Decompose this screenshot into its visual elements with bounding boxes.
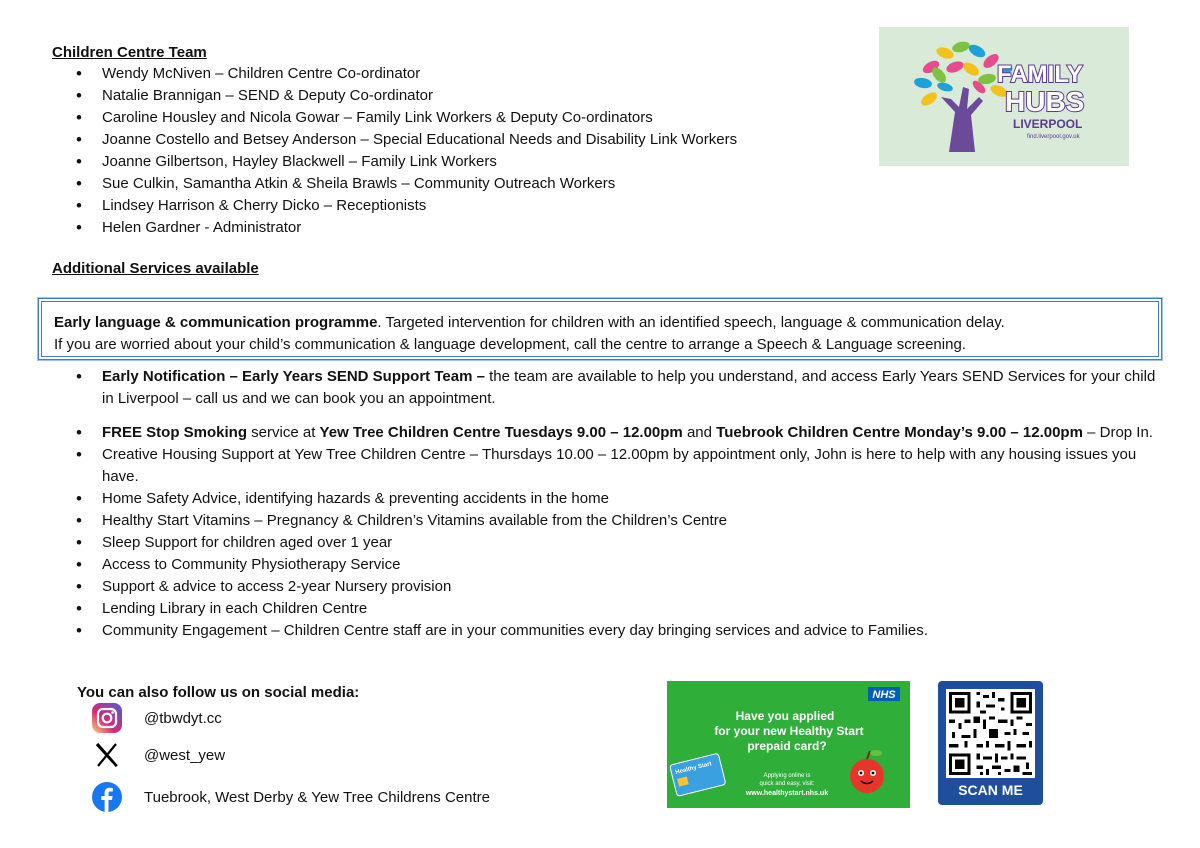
team-heading: Children Centre Team bbox=[52, 44, 207, 61]
services-list-a bbox=[52, 366, 1162, 410]
services-list-b bbox=[52, 422, 1162, 642]
facebook-page[interactable]: Tuebrook, West Derby & Yew Tree Childrens Centre bbox=[144, 788, 490, 806]
list-item: • Joanne Costello and Betsey Anderson – Special Educational Needs and Disability Link Workers bbox=[52, 129, 852, 151]
hs-headline2: for your new Healthy Start bbox=[714, 724, 864, 738]
hs-headline3: prepaid card? bbox=[747, 739, 827, 753]
team-list bbox=[52, 63, 852, 239]
x-row[interactable] bbox=[90, 738, 225, 772]
hs-card-label: Healthy Start bbox=[674, 761, 713, 776]
logo-line1: FAMILY bbox=[997, 61, 1083, 88]
instagram-row[interactable] bbox=[90, 701, 222, 735]
early-notification-title: Early Notification – Early Years SEND Support Team – bbox=[102, 368, 485, 385]
early-language-title: Early language & communication programme bbox=[54, 314, 378, 331]
list-item: • Support & advice to access 2-year Nursery provision bbox=[52, 576, 1162, 598]
list-item: • Sue Culkin, Samantha Atkin & Sheila Brawls – Community Outreach Workers bbox=[52, 173, 852, 195]
scan-me-label: SCAN ME bbox=[958, 782, 1023, 798]
list-item: • Healthy Start Vitamins – Pregnancy & Children’s Vitamins available from the Children’s Centre bbox=[52, 510, 1162, 532]
healthy-start-ad[interactable] bbox=[667, 681, 910, 808]
list-item: • Joanne Gilbertson, Hayley Blackwell – Family Link Workers bbox=[52, 151, 852, 173]
stop-smoking-yew-tree: Yew Tree Children Centre Tuesdays 9.00 – 12.00pm bbox=[319, 424, 683, 441]
logo-line4: find.liverpool.gov.uk bbox=[1027, 134, 1080, 140]
facebook-row[interactable] bbox=[90, 780, 490, 814]
early-language-box bbox=[38, 298, 1162, 360]
stop-smoking-text: and bbox=[682, 424, 717, 441]
stop-smoking-text: service at bbox=[247, 424, 320, 441]
early-language-desc: . Targeted intervention for children with an identified speech, language & communication delay. bbox=[377, 314, 1005, 331]
list-item: • Caroline Housley and Nicola Gowar – Family Link Workers & Deputy Co-ordinators bbox=[52, 107, 852, 129]
hs-headline1: Have you applied bbox=[735, 709, 835, 723]
list-item: • Lending Library in each Children Centre bbox=[52, 598, 1162, 620]
instagram-handle[interactable]: @tbwdyt.cc bbox=[144, 709, 222, 727]
list-item: • Access to Community Physiotherapy Service bbox=[52, 554, 1162, 576]
logo-line3: LIVERPOOL bbox=[1013, 117, 1083, 131]
hs-small2: quick and easy, visit: bbox=[759, 781, 815, 787]
list-item: • Home Safety Advice, identifying hazards & preventing accidents in the home bbox=[52, 488, 1162, 510]
instagram-icon[interactable] bbox=[90, 701, 124, 735]
stop-smoking-tuebrook: Tuebrook Children Centre Monday’s 9.00 – 12.00pm bbox=[716, 424, 1083, 441]
list-item bbox=[52, 366, 1162, 410]
list-item bbox=[52, 422, 1162, 444]
hs-small1: Applying online is bbox=[763, 773, 811, 779]
x-icon[interactable] bbox=[90, 738, 124, 772]
list-item: • Community Engagement – Children Centre staff are in your communities every day bringing services and advice to Families. bbox=[52, 620, 1162, 642]
services-heading: Additional Services available bbox=[52, 260, 259, 277]
list-item: • Wendy McNiven – Children Centre Co-ordinator bbox=[52, 63, 852, 85]
qr-code[interactable] bbox=[946, 689, 1035, 778]
list-item: • Creative Housing Support at Yew Tree Children Centre – Thursdays 10.00 – 12.00pm by appointment only, John is here to help with any housing issues you have. bbox=[52, 444, 1162, 488]
stop-smoking-text: – Drop In. bbox=[1082, 424, 1153, 441]
hs-url: www.healthystart.nhs.uk bbox=[745, 790, 829, 797]
qr-code-card[interactable] bbox=[938, 681, 1043, 805]
nhs-logo: NHS bbox=[872, 689, 896, 701]
family-hubs-logo bbox=[879, 27, 1129, 166]
facebook-icon[interactable] bbox=[90, 780, 124, 814]
list-item: • Sleep Support for children aged over 1 year bbox=[52, 532, 1162, 554]
early-language-line1 bbox=[54, 312, 1146, 334]
list-item: • Natalie Brannigan – SEND & Deputy Co-ordinator bbox=[52, 85, 852, 107]
logo-line2: HUBS bbox=[1005, 86, 1085, 117]
list-item: • Lindsey Harrison & Cherry Dicko – Receptionists bbox=[52, 195, 852, 217]
early-language-line2: If you are worried about your child’s communication & language development, call the centre to arrange a Speech & Language screening. bbox=[54, 336, 966, 353]
list-item: • Helen Gardner - Administrator bbox=[52, 217, 852, 239]
early-notification-text: the team are available to help you understand, and access Early Years SEND Services for your child in Liverpool – call us and we can book you an appointment. bbox=[102, 368, 1156, 407]
x-handle[interactable]: @west_yew bbox=[144, 746, 226, 764]
stop-smoking-title: FREE Stop Smoking bbox=[102, 424, 248, 441]
social-title: You can also follow us on social media: bbox=[77, 684, 360, 701]
